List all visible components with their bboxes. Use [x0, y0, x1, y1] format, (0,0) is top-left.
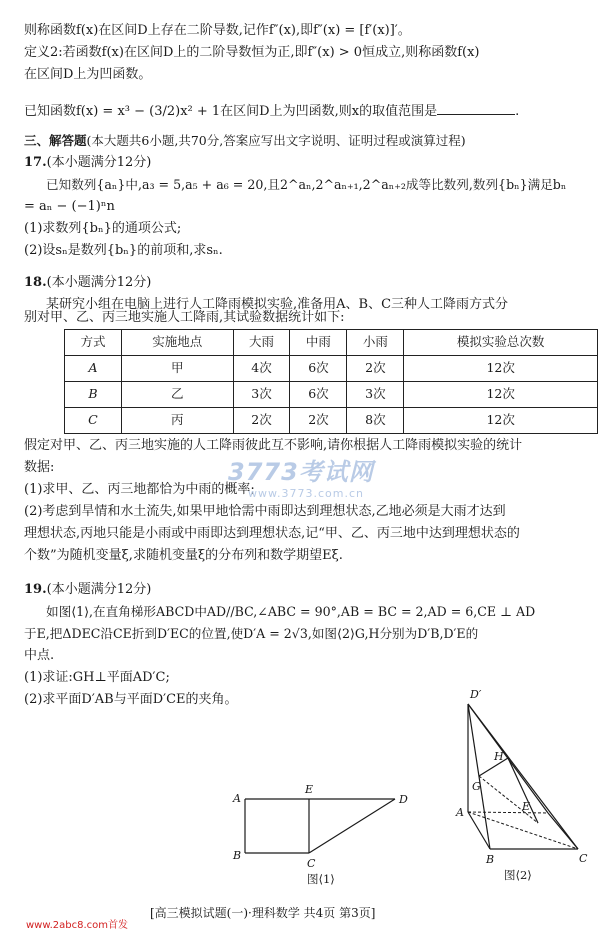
table-cell: 4次 [233, 356, 290, 382]
table-cell: 3次 [233, 382, 290, 408]
segment-CD [309, 799, 395, 853]
q18-number: 18. [24, 275, 47, 290]
intro-line-1: 则称函数f(x)在区间D上存在二阶导数,记作f″(x),即f″(x) = [f′(x)]′。 [24, 23, 411, 38]
table-cell: B [65, 382, 122, 408]
table-cell: A [65, 356, 122, 382]
q19-score: (本小题满分12分) [46, 582, 152, 597]
q17-number: 17. [24, 155, 47, 170]
table-header: 实施地点 [121, 330, 233, 356]
page-footer: [高三模拟试题(一)·理科数学 共4页 第3页] [150, 906, 376, 920]
table-cell: 2次 [233, 408, 290, 434]
figure-1-caption: 图⟨1⟩ [307, 872, 335, 886]
q18-part-2b: 理想状态,丙地只能是小雨或中雨即达到理想状态,记“甲、乙、丙三地中达到理想状态的 [24, 526, 520, 541]
table-header-row [65, 330, 598, 356]
q19-part-2: (2)求平面D′AB与平面D′CE的夹角。 [24, 692, 238, 707]
experiment-table [64, 329, 598, 434]
table-cell: 6次 [290, 356, 347, 382]
question-16-text: 已知函数f(x) = x³ − (3/2)x² + 1在区间D上为凹函数,则x的取值范围是 [24, 104, 438, 119]
q18-part-1: (1)求甲、乙、丙三地都恰为中雨的概率; [24, 482, 255, 497]
q18-part-2a: (2)考虑到旱情和水土流失,如果甲地恰需中雨即达到理想状态,乙地必须是大雨才达到 [24, 504, 506, 519]
label-Dprime: D′ [470, 688, 482, 701]
figure-2-lines [468, 704, 578, 849]
label-G: G [472, 780, 481, 793]
section-3-note: (本大题共6小题,共70分,答案应写出文字说明、证明过程或演算过程) [86, 133, 466, 148]
label-B: B [233, 849, 242, 862]
table-cell: C [65, 408, 122, 434]
table-header: 小雨 [347, 330, 404, 356]
table-header: 方式 [65, 330, 122, 356]
q19-part-1: (1)求证:GH⊥平面AD′C; [24, 670, 170, 685]
q18-line-1: 某研究小组在电脑上进行人工降雨模拟实验,准备用A、B、C三种人工降雨方式分 [46, 297, 509, 312]
question-16: 已知函数f(x) = x³ − (3/2)x² + 1在区间D上为凹函数,则x的取值范围是 . [24, 104, 520, 119]
section-3-header [24, 132, 466, 150]
label-C: C [579, 852, 588, 865]
q19-line-1: 如图⟨1⟩,在直角梯形ABCD中AD//BC,∠ABC = 90°,AB = BC = 2,AD = 6,CE ⊥ AD [46, 604, 536, 619]
label-H: H [494, 750, 504, 763]
table-cell: 3次 [347, 382, 404, 408]
source-site: www.2abc8.com首发 [26, 920, 129, 931]
q19-number: 19. [24, 582, 47, 597]
table-header: 模拟实验总次数 [404, 330, 598, 356]
answer-blank [437, 102, 515, 115]
table-cell: 8次 [347, 408, 404, 434]
label-A: A [456, 806, 464, 819]
q18-header [24, 274, 151, 293]
intro-line-2: 定义2:若函数f(x)在区间D上的二阶导数恒为正,即f″(x) > 0恒成立,则称函数f(x) [24, 45, 480, 60]
table-header: 中雨 [290, 330, 347, 356]
table-header: 大雨 [233, 330, 290, 356]
table-cell: 丙 [121, 408, 233, 434]
q17-score: (本小题满分12分) [46, 155, 152, 170]
table-cell: 6次 [290, 382, 347, 408]
q18-line-3: 假定对甲、乙、丙三地实施的人工降雨彼此互不影响,请你根据人工降雨模拟实验的统计 [24, 438, 523, 453]
table-cell: 乙 [121, 382, 233, 408]
segment-AE-hidden [468, 812, 548, 813]
table-cell: 2次 [347, 356, 404, 382]
table-row [65, 382, 598, 408]
watermark-url: www.3773.com.cn [248, 487, 364, 500]
intro-line-3: 在区间D上为凹函数。 [24, 67, 152, 82]
figure-1 [225, 780, 440, 890]
q17-header [24, 154, 151, 173]
q18-score: (本小题满分12分) [46, 275, 152, 290]
label-E: E [305, 783, 314, 796]
table-cell: 2次 [290, 408, 347, 434]
section-3-title: 三、解答题 [24, 133, 87, 148]
figure-2-caption: 图⟨2⟩ [504, 868, 532, 882]
table-row [65, 356, 598, 382]
q19-line-2: 于E,把ΔDEC沿CE折到D′EC的位置,使D′A = 2√3,如图⟨2⟩G,H分别为D′B,D′E的 [24, 626, 479, 641]
q19-line-3: 中点. [24, 648, 55, 663]
label-B: B [486, 853, 495, 866]
watermark-brand: 3773考试网 [228, 458, 374, 486]
q17-part-2: (2)设sₙ是数列{bₙ}的前项和,求sₙ. [24, 243, 223, 258]
label-C: C [307, 857, 316, 870]
segment-AC-hidden [468, 812, 578, 849]
label-D: D [399, 793, 408, 806]
q17-part-1: (1)求数列{bₙ}的通项公式; [24, 221, 182, 236]
q18-line-4: 数据: [24, 460, 55, 475]
q17-line-1: 已知数列{aₙ}中,a₃ = 5,a₅ + a₆ = 20,且2^aₙ,2^aₙ₊₁,2^aₙ₊₂成等比数列,数列{bₙ}满足bₙ [46, 177, 567, 192]
figure-2 [448, 686, 598, 894]
q18-part-2c: 个数”为随机变量ξ,求随机变量ξ的分布列和数学期望Eξ. [24, 548, 343, 563]
table-row [65, 408, 598, 434]
q19-header [24, 581, 151, 600]
label-A: A [233, 792, 241, 805]
label-E: E [522, 800, 531, 813]
q17-line-2: = aₙ − (−1)ⁿn [24, 199, 115, 214]
table-cell: 甲 [121, 356, 233, 382]
figure-1-lines [245, 799, 395, 853]
table-cell: 12次 [404, 408, 598, 434]
table-cell: 12次 [404, 382, 598, 408]
q18-line-2: 别对甲、乙、丙三地实施人工降雨,其试验数据统计如下: [24, 310, 345, 325]
table-cell: 12次 [404, 356, 598, 382]
